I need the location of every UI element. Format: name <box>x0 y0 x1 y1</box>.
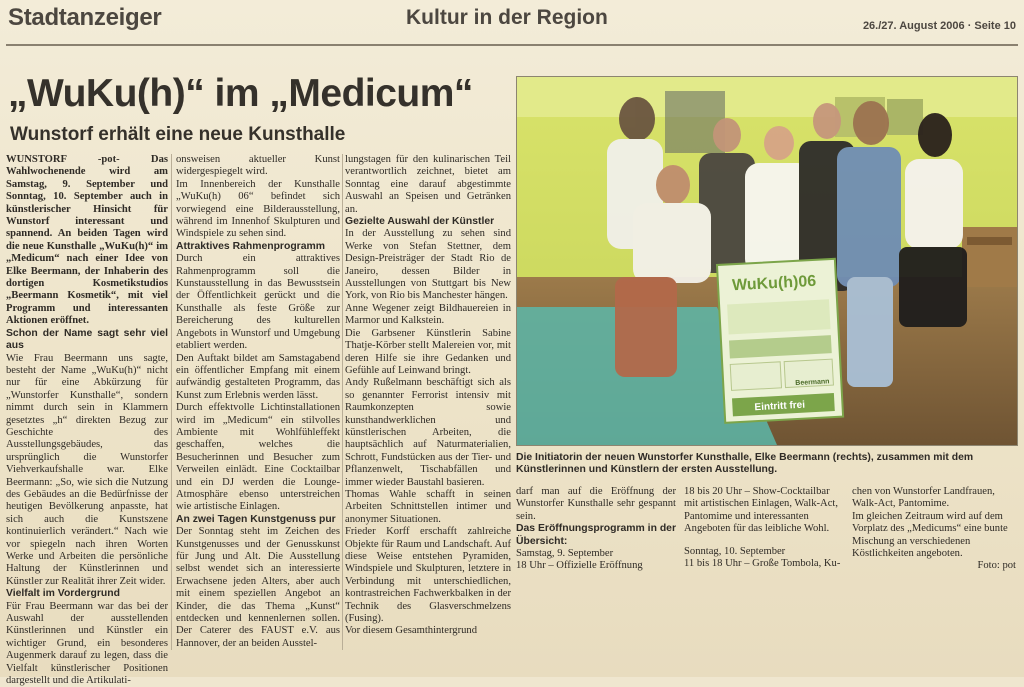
exhibition-poster <box>717 259 843 423</box>
paragraph: Den Auftakt bildet am Samstagabend ein öffentlicher Empfang mit einem aufwändig gestalteten Programm, das Kunst zum Erlebnis werden lässt. <box>176 352 340 401</box>
paragraph: onsweisen aktueller Kunst widergespiegelt wird. <box>176 154 340 178</box>
bottom-column-3 <box>852 486 1016 652</box>
poster-title: WuKu(h)06 <box>731 272 817 295</box>
article-column-2 <box>176 154 340 654</box>
program-date: Sonntag, 10. September <box>684 545 786 557</box>
article-column-3 <box>345 154 511 654</box>
paragraph: Andy Rußelmann beschäftigt sich als so genannter Ferrorist intensiv mit Raumkonzepten sowie kunsthandwerklichen und künstlerischen Arbeiten, die hauptsächlich auf Naturmaterialien, Schrott, Fundstücken aus der Tier- und Pflanzenwelt, Tischabfällen und immer wieder Baustahl basieren. <box>345 377 511 488</box>
article-column-1 <box>6 154 168 687</box>
masthead-rule <box>6 44 1018 46</box>
bottom-column-2 <box>684 486 844 652</box>
headline: „WuKu(h)“ im „Medicum“ <box>8 72 473 115</box>
paragraph: Durch effektvolle Lichtinstallationen wird im „Medicum“ ein stilvolles Ambiente mit Wohlfühleffekt geschaffen, welches die Besucherinnen und Besucher zum Verweilen einlädt. Eine Cocktailbar und ein DJ werden die Lounge-Atmosphäre ebenso unterstreichen wie artistische Einlagen. <box>176 402 340 513</box>
group-photo-illustration <box>517 77 1017 445</box>
bottom-column-1 <box>516 486 676 652</box>
paragraph: Wie Frau Beermann uns sagte, besteht der Name „WuKu(h)“ nicht nur für eine Abkürzung für „Wunstorfer Kunsthalle“, sondern nimmt durch sein in Klammern gesetztes „h“ direkten Bezug zur Geschichte des Ausstellungsgebäudes, das ursprünglich die Wunstorfer Viehverkaufshalle war. Elke Beermann: „So, wie sich die Nutzung des Gebäudes an die Bedürfnisse der heutigen Bevölkerung anpasste, hat sich auch die Kunstszene kontinuierlich verändert.“ Nach wie vor spiegeln nach ihren Worten Werke und Arbeiten die persönliche Haltung der Künstlerinnen und Künstler zur Realität ihrer Zeit wider. <box>6 352 168 587</box>
publication-name: Stadtanzeiger <box>8 4 162 31</box>
paragraph: Im gleichen Zeitraum wird auf dem Vorplatz des „Medicums“ eine bunte Mischung an verschiedenen Köstlichkeiten angeboten. <box>852 510 1008 560</box>
date-page: 26./27. August 2006 · Seite 10 <box>862 20 1016 32</box>
paragraph: Vor diesem Gesamthintergrund <box>345 625 478 637</box>
column-heading: An zwei Tagen Kunstgenuss pur <box>176 513 336 525</box>
paragraph: Frieder Korff erschafft zahlreiche Objekte für Raum und Landschaft. Auf diese Weise entstehen Pyramiden, Windspiele und Skulpturen, letztere in Verbindung mit unterschiedlichen, kontrastreichen Fachwerkbalken in der Technik des Glasverschmelzens (Fusing). <box>345 526 511 625</box>
program-item: 11 bis 18 Uhr – Große Tombola, Ku- <box>684 558 841 570</box>
paragraph: Der Sonntag steht im Zeichen des Kunstgenusses und der Genusskunst für Jung und Alt. Die Ausstellung selbst wendet sich an interessierte Erwachsene jeden Alters, aber auch mit einem speziellen Angebot an Kinder, die das Thema „Kunst“ entdecken und kennenlernen sollen. Der Caterer des FAUST e.V. aus Hannover, der an beiden Ausstel- <box>176 526 340 649</box>
poster-brand: Beermann <box>795 378 830 388</box>
program-item: 18 Uhr – Offizielle Eröffnung <box>516 560 643 572</box>
program-heading: Das Eröffnungsprogramm in der Übersicht: <box>516 523 676 547</box>
masthead <box>0 0 1024 44</box>
paragraph: darf man auf die Eröffnung der Wunstorfer Kunsthalle sehr gespannt sein. <box>516 486 676 522</box>
paragraph: Anne Wegener zeigt Bildhauereien in Marmor und Kalkstein. <box>345 302 511 327</box>
paragraph: In der Ausstellung zu sehen sind Werke von Stefan Stettner, dem Design-Preisträger der Stadt Rio de Janeiro, dessen Bilder in Ausstellungen von Stuttgart bis New York, von Rio bis Manchester hängen. <box>345 228 511 302</box>
paragraph: Thomas Wahle schafft in seinen Arbeiten Schnittstellen intimer und anonymer Situationen. <box>345 488 511 525</box>
paragraph: Für Frau Beermann war das bei der Auswahl der ausstellenden Künstlerinnen und Künstler ein wichtiger Grund, ein besonderes Augenmerk darauf zu legen, dass die Vielfalt künstlerischer Positionen dargestellt und die Artikulati- <box>6 600 168 687</box>
paragraph: lungstagen für den kulinarischen Teil verantwortlich zeichnet, bietet am Sonntag eine darauf abgestimmte Auswahl an Speisen und Getränken an. <box>345 154 511 215</box>
poster-footer: Eintritt frei <box>754 399 806 414</box>
column-heading: Gezielte Auswahl der Künstler <box>345 216 495 228</box>
paragraph: Die Garbsener Künstlerin Sabine Thatje-Körber stellt Malereien vor, mit deren Hilfe sie ihre Gedanken und Gefühle auf Leinwand bringt. <box>345 327 511 376</box>
photo-caption: Die Initiatorin der neuen Wunstorfer Kunsthalle, Elke Beermann (rechts), zusammen mit dem Künstlerinnen und Künstlern der ersten Ausstellung. <box>516 452 974 476</box>
column-heading: Vielfalt im Vordergrund <box>6 588 120 600</box>
column-divider <box>342 154 343 650</box>
program-item: 18 bis 20 Uhr – Show-Cocktailbar mit artistischen Einlagen, Walk-Act, Pantomime und interessanten Angeboten für das leibliche Wohl. <box>684 486 838 535</box>
photo-credit: Foto: pot <box>977 560 1016 572</box>
column-heading: Attraktives Rahmenprogramm <box>176 240 325 252</box>
section-title: Kultur in der Region <box>406 6 608 29</box>
program-item: chen von Wunstorfer Landfrauen, Walk-Act, Pantomime. <box>852 486 995 510</box>
lead-paragraph: WUNSTORF -pot- Das Wahlwochenende wird am Samstag, 9. September und Sonntag, 10. September auch in künstlerischer Hinsicht für Wunstorf interessant und spannend. An beiden Tagen wird die neue Kunsthalle „WuKu(h)“ im „Medicum“ nach einer Idee von Elke Beermann, der Inhaberin des dortigen Kosmetikstudios „Beermann Kosmetik“, mit viel Programm und interessanten Aktionen eröffnet. <box>6 154 168 327</box>
paragraph: Durch ein attraktives Rahmenprogramm soll die Kunstausstellung in das Bewusstsein der Öffentlichkeit gerückt und die Kunsthalle als feste Größe zur Bereicherung des kulturellen Angebots in Wunstorf und Umgebung etabliert werden. <box>176 253 340 352</box>
subheadline: Wunstorf erhält eine neue Kunsthalle <box>10 124 346 145</box>
paragraph: Im Innenbereich der Kunsthalle „WuKu(h) 06“ befindet sich vorwiegend eine Bilderausstellung, während im Innenhof Skulpturen und Windspiele zu sehen sind. <box>176 178 340 240</box>
program-date: Samstag, 9. September <box>516 548 614 560</box>
column-divider <box>171 154 172 650</box>
column-heading: Schon der Name sagt sehr viel aus <box>6 327 168 352</box>
article-photo <box>516 76 1018 446</box>
